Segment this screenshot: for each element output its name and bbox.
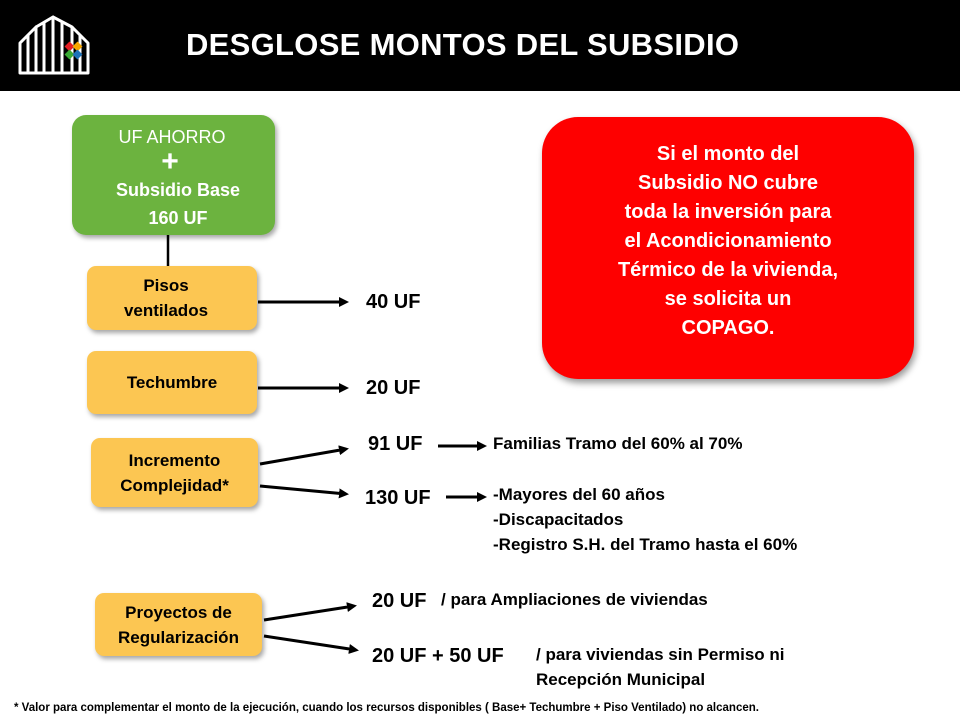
arrow-regularizacion-70 — [264, 636, 356, 650]
callout-line1: Si el monto del — [656, 142, 800, 165]
callout-line6: se solicita un — [664, 287, 792, 310]
incremento-label-line1: Incremento — [128, 450, 221, 470]
proyectos-regularizacion-box — [95, 593, 262, 656]
copago-callout — [542, 117, 914, 379]
regularizacion-label-line2: Regularización — [118, 627, 239, 647]
arrow-incremento-91 — [260, 449, 346, 464]
pisos-label-line1: Pisos — [143, 276, 189, 295]
arrow-incremento-130 — [260, 486, 346, 494]
incremento-desc-130-line1: -Mayores del 60 años — [493, 485, 665, 504]
incremento-desc-130-line2: -Discapacitados — [493, 510, 624, 529]
incremento-amount-91: 91 UF — [368, 433, 423, 455]
page-title: DESGLOSE MONTOS DEL SUBSIDIO — [186, 27, 740, 62]
callout-line2: Subsidio NO cubre — [637, 171, 819, 194]
incremento-desc-91: Familias Tramo del 60% al 70% — [493, 434, 743, 453]
techumbre-amount: 20 UF — [366, 377, 421, 399]
techumbre-box — [87, 351, 257, 414]
regularizacion-desc-20: / para Ampliaciones de viviendas — [441, 590, 708, 609]
regularizacion-amount-70: 20 UF + 50 UF — [372, 645, 504, 667]
regularizacion-amount-20: 20 UF — [372, 590, 427, 612]
callout-line5: Térmico de la vivienda, — [617, 258, 839, 281]
incremento-desc-130-line3: -Registro S.H. del Tramo hasta el 60% — [493, 535, 798, 554]
callout-line7: COPAGO. — [681, 316, 775, 339]
ahorro-label: UF AHORRO — [118, 127, 226, 147]
subsidio-base-label: Subsidio Base — [115, 180, 241, 200]
pisos-label-line2: ventilados — [123, 301, 209, 320]
footnote: * Valor para complementar el monto de la ejecución, cuando los recursos disponibles ( Base+ Techumbre + Piso Ventilado) no alcancen. — [14, 702, 759, 714]
callout-line4: el Acondicionamiento — [624, 229, 832, 252]
techumbre-label: Techumbre — [126, 373, 218, 392]
regularizacion-desc-70-line2: Recepción Municipal — [536, 670, 706, 689]
pisos-ventilados-box — [87, 266, 257, 330]
base-subsidy-box — [72, 115, 275, 235]
regularizacion-desc-70-line1: / para viviendas sin Permiso ni — [536, 645, 785, 664]
incremento-label-line2: Complejidad* — [120, 475, 229, 495]
incremento-amount-130: 130 UF — [365, 487, 431, 509]
incremento-complejidad-box — [91, 438, 258, 507]
regularizacion-label-line1: Proyectos de — [125, 602, 232, 622]
pisos-amount: 40 UF — [366, 291, 421, 313]
subsidio-base-amount: 160 UF — [148, 208, 208, 228]
arrow-regularizacion-20 — [264, 606, 354, 620]
callout-line3: toda la inversión para — [624, 200, 832, 223]
plus-sign: + — [161, 145, 179, 178]
